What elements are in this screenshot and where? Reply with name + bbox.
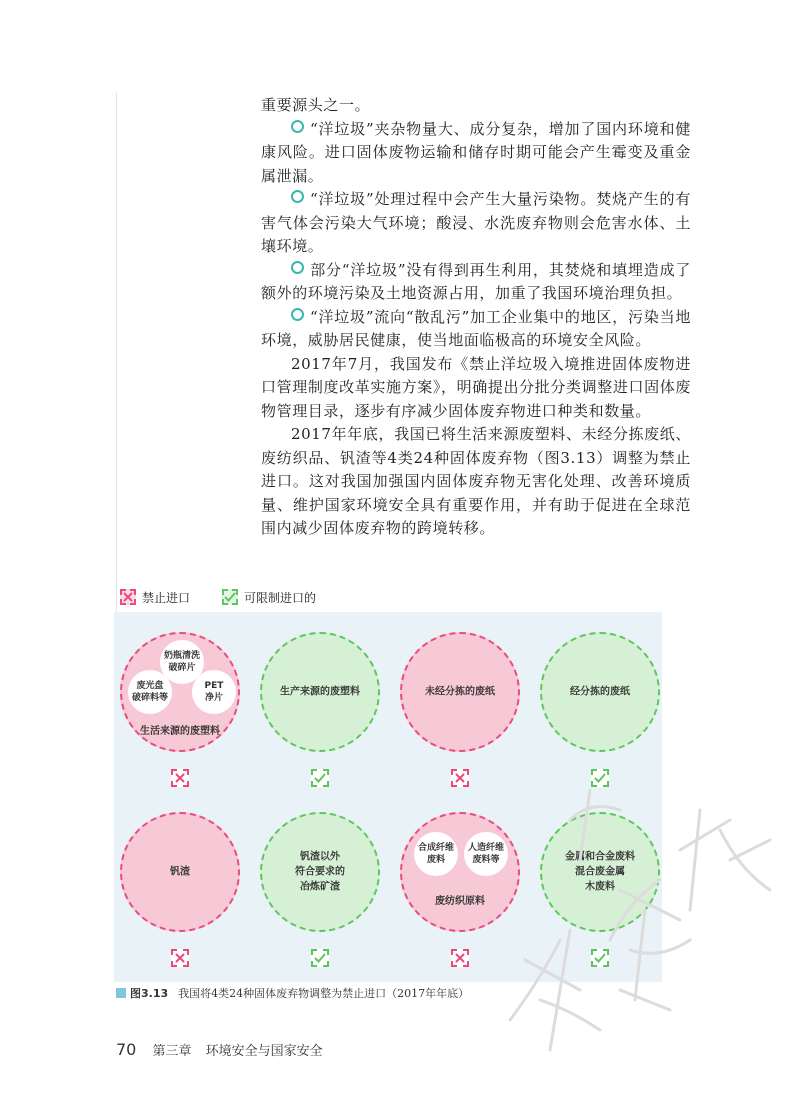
cross-mark-icon xyxy=(120,589,136,605)
legend-restricted xyxy=(222,589,316,606)
circle-sorted-paper xyxy=(540,632,660,752)
legend-banned xyxy=(120,589,190,606)
figure-caption xyxy=(116,985,676,1001)
paragraph-3 xyxy=(261,259,691,306)
paragraph-text: “洋垃圾”流向“散乱污”加工企业集中的地区，污染当地环境，威胁居民健康，使当地面临极高的环境安全风险。 xyxy=(261,307,691,349)
paragraph-text: “洋垃圾”处理过程中会产生大量污染物。焚烧产生的有害气体会污染大气环境；酸浸、水洗废弃物则会危害水体、土壤环境。 xyxy=(261,190,691,255)
paragraph-text: 2017年年底，我国已将生活来源废塑料、未经分拣废纸、废纺织品、钒渣等4类24种固体废弃物（图3.13）调整为禁止进口。这对我国加强国内固体废弃物无害化处理、改善环境质量、维护国家环境安全具有重要作用，并有助于促进在全球范围内减少固体废弃物的跨境转移。 xyxy=(261,425,691,537)
circle-label: 金属和合金废料 混合废金属 木废料 xyxy=(565,851,635,893)
page-number: 70 xyxy=(116,1040,137,1059)
caption-number: 图3.13 xyxy=(130,987,169,1000)
cross-mark-icon xyxy=(451,769,469,787)
paragraph-0 xyxy=(261,94,691,118)
circle-label: 生活来源的废塑料 xyxy=(140,726,220,737)
legend-restricted-label: 可限制进口的 xyxy=(244,590,317,605)
figure-legend xyxy=(120,587,348,607)
circle-bullet-icon xyxy=(291,120,304,133)
cross-mark-icon xyxy=(171,769,189,787)
legend-banned-label: 禁止进口 xyxy=(142,590,191,605)
circle-label: 钒渣以外 符合要求的 冶炼矿渣 xyxy=(295,851,345,893)
circle-label: 未经分拣的废纸 xyxy=(425,686,495,698)
paragraph-5 xyxy=(261,353,691,424)
circle-bullet-icon xyxy=(291,190,304,203)
circle-label: 经分拣的废纸 xyxy=(570,686,630,698)
caption-text: 我国将4类24种固体废弃物调整为禁止进口（2017年年底） xyxy=(178,987,470,1000)
circle-vanadium-slag xyxy=(120,812,240,932)
cross-mark-icon xyxy=(451,949,469,967)
sub-cd-flakes: 废光盘 破碎料等 xyxy=(128,670,172,714)
chapter-label: 第三章 xyxy=(152,1044,192,1059)
paragraph-text: 重要源头之一。 xyxy=(261,96,371,114)
caption-marker-icon xyxy=(116,988,126,998)
paragraph-text: “洋垃圾”夹杂物量大、成分复杂，增加了国内环境和健康风险。进口固体废物运输和储存时期可能会产生霉变及重金属泄漏。 xyxy=(261,119,691,185)
circle-other-slag xyxy=(260,812,380,932)
sub-pet-flakes: PET 净片 xyxy=(192,670,236,714)
circle-metal-wood-waste xyxy=(540,812,660,932)
paragraph-2 xyxy=(261,188,691,259)
check-mark-icon xyxy=(311,949,329,967)
circle-textile-waste xyxy=(400,812,520,932)
paragraph-text: 部分“洋垃圾”没有得到再生利用，其焚烧和填埋造成了额外的环境污染及土地资源占用，加重了我国环境治理负担。 xyxy=(261,260,691,302)
circle-unsorted-paper xyxy=(400,632,520,752)
circle-industrial-plastic xyxy=(260,632,380,752)
check-mark-icon xyxy=(591,949,609,967)
sub-synthetic-fiber: 合成纤维 废料 xyxy=(414,832,458,876)
chapter-title: 环境安全与国家安全 xyxy=(205,1044,323,1059)
page-footer xyxy=(116,1040,323,1059)
paragraph-6 xyxy=(261,423,691,541)
paragraph-text: 2017年7月，我国发布《禁止洋垃圾入境推进固体废物进口管理制度改革实施方案》，明确提出分批分类调整进口固体废物管理目录，逐步有序减少固体废弃物进口种类和数量。 xyxy=(261,354,691,420)
circle-domestic-plastic xyxy=(120,632,240,752)
check-mark-icon xyxy=(311,769,329,787)
paragraph-1 xyxy=(261,118,691,189)
circle-bullet-icon xyxy=(291,261,304,274)
body-text xyxy=(261,94,691,541)
circle-bullet-icon xyxy=(291,308,304,321)
check-mark-icon xyxy=(591,769,609,787)
sub-artificial-fiber: 人造纤维 废料等 xyxy=(464,832,508,876)
check-mark-icon xyxy=(222,589,238,605)
cross-mark-icon xyxy=(171,949,189,967)
circle-label: 生产来源的废塑料 xyxy=(280,686,360,698)
circle-label: 废纺织原料 xyxy=(435,896,485,907)
waste-category-figure xyxy=(114,612,662,982)
paragraph-4 xyxy=(261,306,691,353)
circle-label: 钒渣 xyxy=(170,866,190,878)
sub-bottle-flakes: 奶瓶清洗 破碎片 xyxy=(160,640,204,684)
